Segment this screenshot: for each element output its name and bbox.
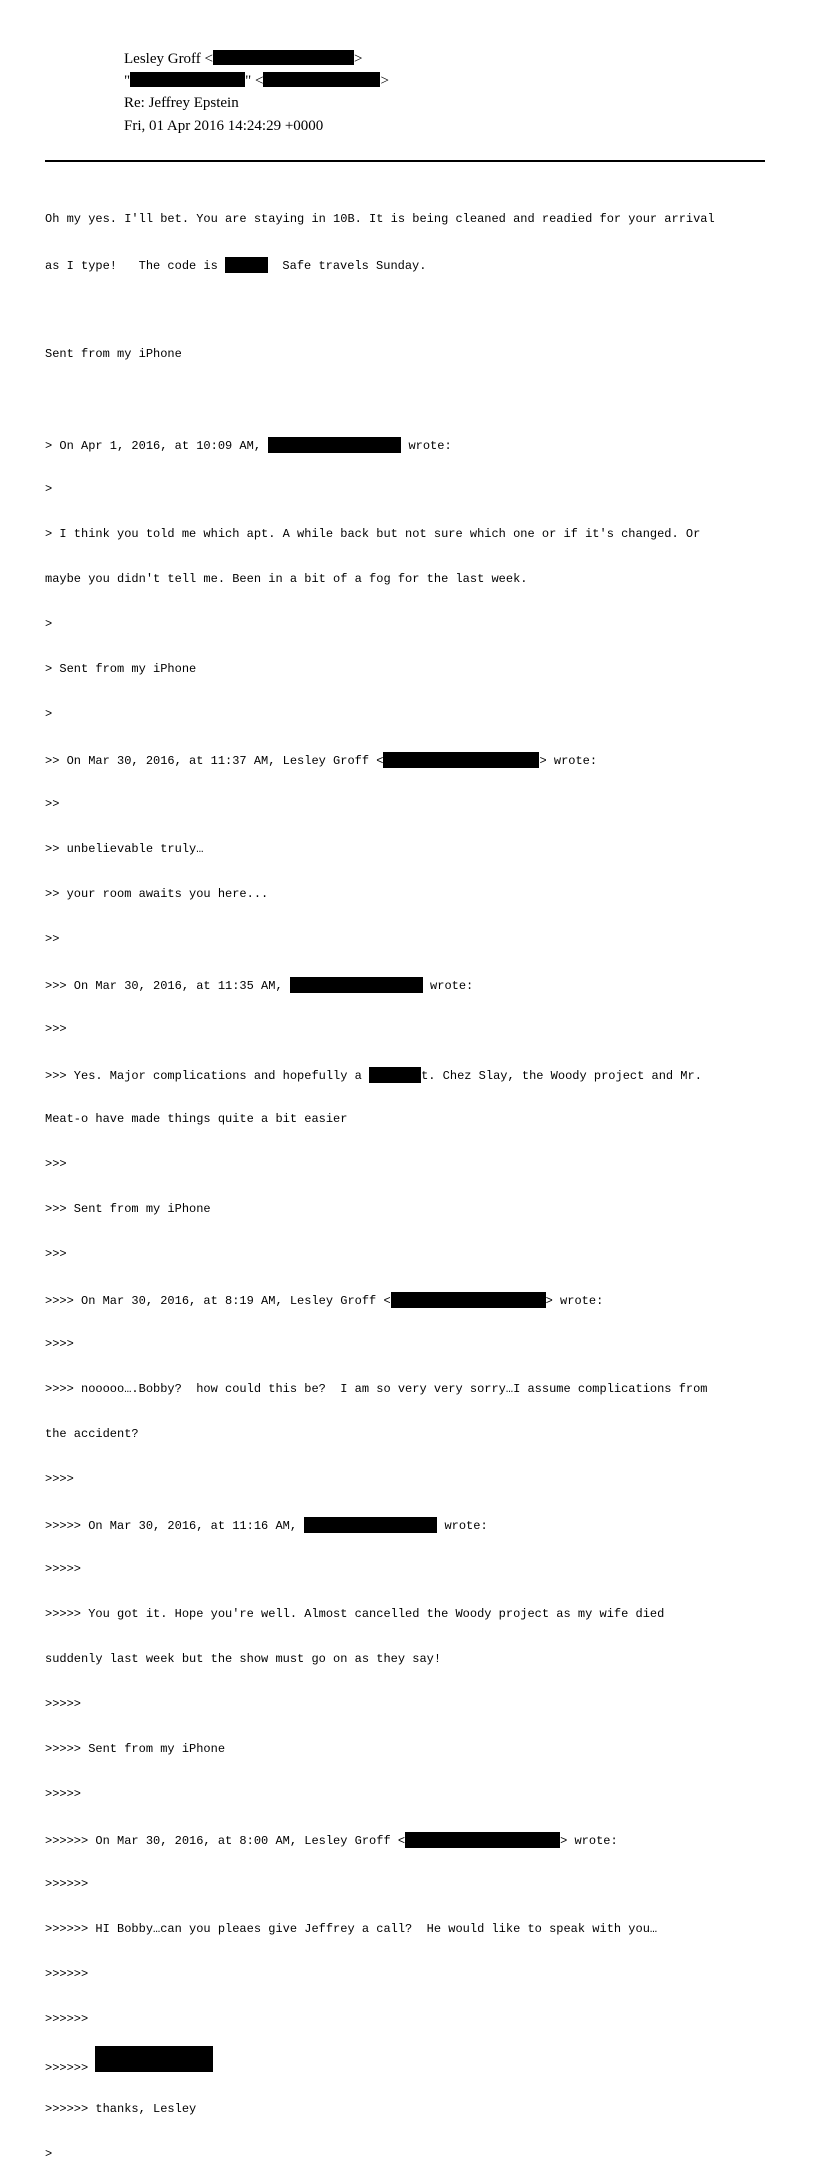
body-text: as I type! The code is — [45, 259, 226, 273]
body-line: Oh my yes. I'll bet. You are staying in 10B. It is being cleaned and readied for your arrival — [45, 212, 715, 226]
body-line — [45, 1832, 775, 1847]
redaction-block — [405, 1832, 560, 1848]
body-text: > wrote: — [539, 754, 598, 768]
email-body — [45, 182, 775, 2177]
body-line: >>> Sent from my iPhone — [45, 1202, 211, 1216]
body-line: >>>>> — [45, 1697, 82, 1711]
body-line: >>>>>> — [45, 1877, 89, 1891]
body-line: >>>>>> — [45, 2012, 89, 2026]
redaction-block — [304, 1517, 437, 1533]
body-line — [45, 437, 775, 452]
body-text: wrote: — [437, 1519, 488, 1533]
body-line: > I think you told me which apt. A while back but not sure which one or if it's changed. Or — [45, 527, 701, 541]
body-text: >>> Yes. Major complications and hopefully a — [45, 1069, 370, 1083]
body-line: >>>>> You got it. Hope you're well. Almost cancelled the Woody project as my wife died — [45, 1607, 665, 1621]
body-line: > — [45, 707, 53, 721]
body-line: >>>>> Sent from my iPhone — [45, 1742, 226, 1756]
body-line: > — [45, 2147, 53, 2161]
body-line: suddenly last week but the show must go on as they say! — [45, 1652, 442, 1666]
to-close: > — [380, 73, 389, 89]
body-text: >>>>>> — [45, 2061, 96, 2075]
blank-line — [45, 302, 775, 317]
body-text: wrote: — [401, 439, 452, 453]
body-line — [45, 1292, 775, 1307]
body-line — [45, 977, 775, 992]
blank-line — [45, 392, 775, 407]
redaction-block — [225, 257, 268, 273]
body-line: > — [45, 482, 53, 496]
body-line: >>> — [45, 1247, 67, 1261]
body-line — [45, 1517, 775, 1532]
date-value: Fri, 01 Apr 2016 14:24:29 +0000 — [124, 118, 324, 134]
body-line — [45, 257, 775, 272]
from-value — [124, 50, 362, 68]
redaction-block — [369, 1067, 421, 1083]
to-value — [124, 72, 389, 90]
redaction-block — [130, 72, 245, 87]
redaction-block — [383, 752, 539, 768]
body-text: wrote: — [422, 979, 474, 993]
body-line: >>>>>> HI Bobby…can you pleaes give Jeffrey a call? He would like to speak with you… — [45, 1922, 658, 1936]
body-line: >> — [45, 932, 60, 946]
body-text: > wrote: — [545, 1294, 604, 1308]
redaction-block — [290, 977, 423, 993]
body-text: > wrote: — [560, 1834, 618, 1848]
body-line: >>>>> — [45, 1562, 82, 1576]
redaction-block — [95, 2046, 213, 2072]
body-text: >>>>> On Mar 30, 2016, at 11:16 AM, — [45, 1519, 305, 1533]
body-text: >>>> On Mar 30, 2016, at 8:19 AM, Lesley Groff < — [45, 1294, 391, 1308]
body-line: Meat-o have made things quite a bit easier — [45, 1112, 348, 1126]
body-line: >>>>>> thanks, Lesley — [45, 2102, 197, 2116]
body-text: > On Apr 1, 2016, at 10:09 AM, — [45, 439, 269, 453]
from-name: Lesley Groff < — [124, 51, 213, 67]
body-line: >>>>> — [45, 1787, 82, 1801]
body-line: >>>>>> — [45, 1967, 89, 1981]
body-line: >>> — [45, 1022, 67, 1036]
body-line: Sent from my iPhone — [45, 347, 182, 361]
redaction-block — [213, 50, 354, 65]
redaction-block — [391, 1292, 546, 1308]
body-line — [45, 752, 775, 767]
body-line: >>>> nooooo….Bobby? how could this be? I am so very very sorry…I assume complications from — [45, 1382, 708, 1396]
to-mid: " < — [245, 73, 264, 89]
body-text: >>>>>> On Mar 30, 2016, at 8:00 AM, Lesley Groff < — [45, 1834, 406, 1848]
body-text: >>> On Mar 30, 2016, at 11:35 AM, — [45, 979, 290, 993]
header-divider — [45, 160, 765, 162]
body-line — [45, 1067, 775, 1082]
body-line: >> unbelievable truly… — [45, 842, 204, 856]
subject-value: Re: Jeffrey Epstein — [124, 95, 239, 111]
body-line: >>>> — [45, 1337, 74, 1351]
body-line: maybe you didn't tell me. Been in a bit of a fog for the last week. — [45, 572, 528, 586]
body-line: >>> — [45, 1157, 67, 1171]
body-text: t. Chez Slay, the Woody project and Mr. — [421, 1069, 702, 1083]
body-line: >> your room awaits you here... — [45, 887, 269, 901]
body-line — [45, 2057, 775, 2075]
body-line: the accident? — [45, 1427, 139, 1441]
to-open: " — [124, 73, 131, 89]
from-close: > — [354, 51, 363, 67]
redaction-block — [263, 72, 380, 87]
body-line: > Sent from my iPhone — [45, 662, 197, 676]
body-line: >>>> — [45, 1472, 74, 1486]
body-text: Safe travels Sunday. — [268, 259, 427, 273]
redaction-block — [268, 437, 401, 453]
body-line: >> — [45, 797, 60, 811]
body-text: >> On Mar 30, 2016, at 11:37 AM, Lesley Groff < — [45, 754, 384, 768]
body-line: > — [45, 617, 53, 631]
